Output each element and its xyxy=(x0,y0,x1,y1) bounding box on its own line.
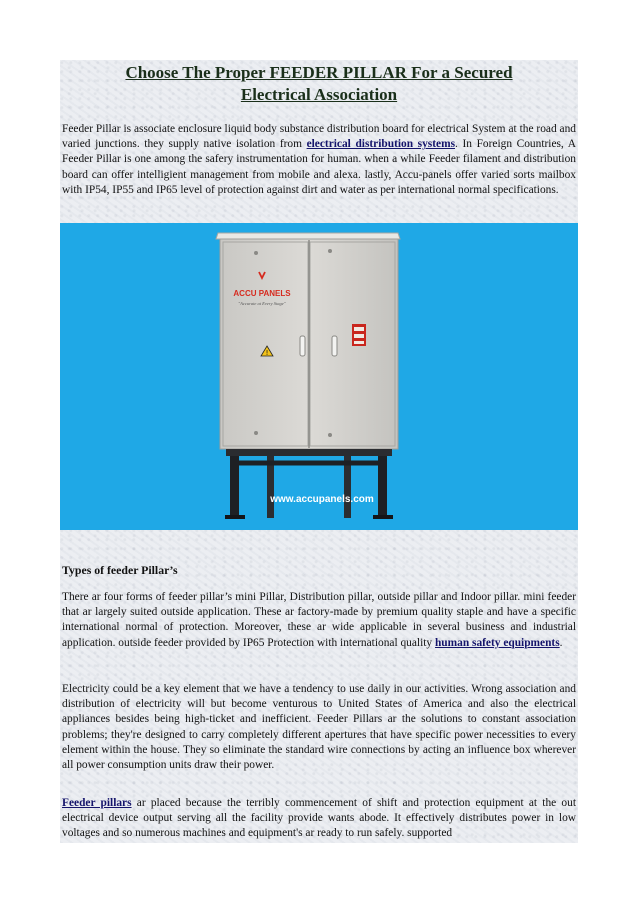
website-label: www.accupanels.com xyxy=(270,494,374,505)
document-page xyxy=(60,60,578,843)
intro-text-before: Feeder Pillar is associate enclosure liquid body substance distribution board for electrical System at the road and varied junctions. they supply native isolation from xyxy=(62,123,576,151)
page-title xyxy=(60,62,578,106)
human-safety-equipments-link[interactable]: human safety equipments xyxy=(434,636,560,649)
types-heading: Types of feeder Pillar’s xyxy=(62,563,178,577)
feeder-pillars-text-after: ar placed because the terribly commencement of shift and protection equipment at the out electrical device output serving all the facility provide wants abode. It effectively distributes power in low voltages and so numerous machines and equipment's ar ready to run safely. supported xyxy=(62,797,576,840)
electrical-distribution-systems-link[interactable]: electrical distribution systems xyxy=(306,138,456,151)
intro-text-after: . In Foreign Countries, A Feeder Pillar is one among the safery instrumentation for human. when a while Feeder filament and distribution board can offer intelligient management from mobile and alexa. lastly, Accu-panels offer varied sorts mailbox with IP54, IP55 and IP65 level of protection against dirt and water as per international normal specifications. xyxy=(62,138,576,196)
title-line-1: Choose The Proper FEEDER PILLAR For a Secured xyxy=(125,63,513,82)
types-text-after: . xyxy=(559,636,563,649)
svg-text:ACCU PANELS: ACCU PANELS xyxy=(233,289,291,298)
feeder-pillar-photo xyxy=(60,223,578,530)
intro-paragraph xyxy=(62,122,576,198)
danger-label-icon xyxy=(352,324,366,346)
feeder-pillars-paragraph xyxy=(62,796,576,842)
electricity-paragraph: Electricity could be a key element that we have a tendency to use daily in our activities. Wrong association and distribution of electricity will but become venturous to United States of America and also the electrical appliances besides being high-ticket and inefficient. Feeder Pillars ar the solutions to constant association problems; they're designed to carry completely different apertures that have specific power necessities to every element within the house. They so eliminate the standard wire connections by acting an influence box wherever all power consumption units draw their power. xyxy=(62,683,576,772)
svg-text:!: ! xyxy=(265,349,269,357)
feeder-pillar-illustration xyxy=(60,223,578,530)
svg-text:"Accurate at Every Stage": "Accurate at Every Stage" xyxy=(238,301,286,306)
types-text-before: There ar four forms of feeder pillar’s mini Pillar, Distribution pillar, outside pillar and Indoor pillar. mini feeder that ar largely suited outside application. These ar factory-made by premium quality staple and have a specific international normal of protection. Moreover, these ar wide applicable in several business and industrial application. outside feeder provided by IP65 Protection with international quality xyxy=(62,591,576,649)
title-line-2: Electrical Association xyxy=(240,85,398,104)
feeder-pillars-link[interactable]: Feeder pillars xyxy=(62,797,132,809)
types-paragraph xyxy=(62,590,576,651)
